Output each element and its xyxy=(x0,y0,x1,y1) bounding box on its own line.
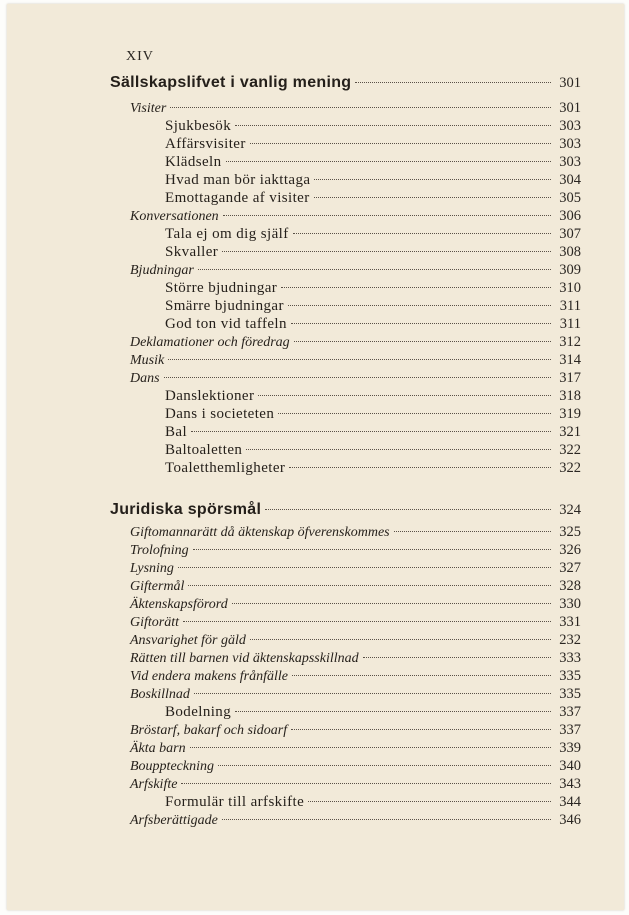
toc-entry-page-number: 333 xyxy=(559,650,581,666)
toc-entry-title: Giftermål xyxy=(130,579,185,594)
toc-entry-title: Bröstarf, bakarf och sidoarf xyxy=(130,723,288,738)
dot-leader xyxy=(183,621,551,622)
toc-entry-title: Toaletthemligheter xyxy=(165,460,286,476)
dot-leader xyxy=(181,783,551,784)
dot-leader xyxy=(235,711,551,712)
dot-leader xyxy=(190,747,551,748)
toc-entry-title: Äktenskapsförord xyxy=(130,597,228,612)
toc-entry-title: Vid endera makens frånfälle xyxy=(130,669,288,684)
section-heading-page-number: 301 xyxy=(559,75,581,91)
toc-entry-page-number: 340 xyxy=(559,758,581,774)
toc-entry-page-number: 319 xyxy=(559,406,581,422)
toc-entry-title: Rätten till barnen vid äktenskapsskillnad xyxy=(130,651,359,666)
toc-entry-page-number: 232 xyxy=(559,632,581,648)
toc-entry-title: Boskillnad xyxy=(130,687,190,702)
dot-leader xyxy=(226,161,551,162)
dot-leader xyxy=(394,531,551,532)
dot-leader xyxy=(291,323,551,324)
toc-entry xyxy=(7,226,624,244)
dot-leader xyxy=(250,639,551,640)
toc-entry xyxy=(7,280,624,298)
dot-leader xyxy=(188,585,551,586)
dot-leader xyxy=(281,287,551,288)
toc-entry xyxy=(7,406,624,424)
toc-entry-page-number: 337 xyxy=(559,704,581,720)
toc-entry xyxy=(7,316,624,334)
toc-entry-page-number: 314 xyxy=(559,352,581,368)
dot-leader xyxy=(308,801,551,802)
toc-entry-title: Emottagande af visiter xyxy=(165,190,310,206)
toc-entry xyxy=(7,172,624,190)
toc-entry xyxy=(7,208,624,226)
dot-leader xyxy=(246,449,551,450)
dot-leader xyxy=(235,125,551,126)
toc-entry-title: Affärsvisiter xyxy=(165,136,246,152)
toc-entry-page-number: 322 xyxy=(559,460,581,476)
dot-leader xyxy=(314,179,551,180)
toc-entry-page-number: 328 xyxy=(559,578,581,594)
dot-leader xyxy=(278,413,551,414)
toc-entry-page-number: 337 xyxy=(559,722,581,738)
toc-entry-title: Arfsberättigade xyxy=(130,813,218,828)
toc-entry xyxy=(7,794,624,812)
toc-entry-title: Tala ej om dig själf xyxy=(165,226,289,242)
toc-entry-title: Dans xyxy=(130,371,160,386)
toc-entry xyxy=(7,686,624,704)
toc-entry xyxy=(7,650,624,668)
toc-entry-title: God ton vid taffeln xyxy=(165,316,287,332)
toc-entry xyxy=(7,542,624,560)
toc-entry-title: Äkta barn xyxy=(130,741,186,756)
dot-leader xyxy=(198,269,551,270)
toc-entry-page-number: 308 xyxy=(559,244,581,260)
toc-entry-page-number: 306 xyxy=(559,208,581,224)
toc-entry xyxy=(7,154,624,172)
toc-entry xyxy=(7,524,624,542)
toc-entry xyxy=(7,370,624,388)
toc-entry-page-number: 326 xyxy=(559,542,581,558)
toc-entry-page-number: 330 xyxy=(559,596,581,612)
toc-entry-page-number: 343 xyxy=(559,776,581,792)
toc-entry xyxy=(7,298,624,316)
toc-entry-page-number: 303 xyxy=(559,136,581,152)
toc-entry-title: Bouppteckning xyxy=(130,759,214,774)
dot-leader xyxy=(291,729,551,730)
toc-entry-page-number: 317 xyxy=(559,370,581,386)
toc-entry xyxy=(7,244,624,262)
toc-entry-title: Danslektioner xyxy=(165,388,255,404)
section-heading xyxy=(7,501,624,519)
toc-entry-title: Konversationen xyxy=(130,209,219,224)
toc-entry-page-number: 344 xyxy=(559,794,581,810)
section-heading-title: Sällskapslifvet i vanlig mening xyxy=(110,74,352,91)
toc-entry xyxy=(7,388,624,406)
toc-entry-title: Bjudningar xyxy=(130,263,194,278)
toc-entry-page-number: 309 xyxy=(559,262,581,278)
toc-entry-page-number: 331 xyxy=(559,614,581,630)
toc-entry-title: Bal xyxy=(165,424,188,440)
dot-leader xyxy=(193,549,551,550)
toc-entry-title: Hvad man bör iakttaga xyxy=(165,172,311,188)
toc-entry xyxy=(7,460,624,478)
toc-entry-title: Baltoaletten xyxy=(165,442,243,458)
dot-leader xyxy=(168,359,551,360)
toc-entry-page-number: 321 xyxy=(559,424,581,440)
dot-leader xyxy=(223,215,551,216)
toc-entry-page-number: 310 xyxy=(559,280,581,296)
toc-entry-page-number: 311 xyxy=(559,298,581,314)
toc-entry-page-number: 303 xyxy=(559,118,581,134)
page-number: XIV xyxy=(126,49,154,64)
dot-leader xyxy=(289,467,551,468)
toc-entry-title: Formulär till arfskifte xyxy=(165,794,305,810)
dot-leader xyxy=(265,509,551,510)
dot-leader xyxy=(191,431,551,432)
toc-entry-page-number: 322 xyxy=(559,442,581,458)
toc-entry-title: Ansvarighet för gäld xyxy=(130,633,246,648)
toc-entry-title: Trolofning xyxy=(130,543,189,558)
toc-entry xyxy=(7,632,624,650)
toc-entry-page-number: 307 xyxy=(559,226,581,242)
dot-leader xyxy=(222,819,551,820)
toc-entry-page-number: 327 xyxy=(559,560,581,576)
toc-entry-title: Större bjudningar xyxy=(165,280,278,296)
toc-entry-page-number: 339 xyxy=(559,740,581,756)
dot-leader xyxy=(232,603,551,604)
toc-entry-title: Sjukbesök xyxy=(165,118,232,134)
toc-entry xyxy=(7,776,624,794)
toc-entry-page-number: 301 xyxy=(559,100,581,116)
toc-entry-title: Arfskifte xyxy=(130,777,178,792)
toc-entry-page-number: 303 xyxy=(559,154,581,170)
toc-entry xyxy=(7,560,624,578)
dot-leader xyxy=(314,197,551,198)
toc-entry xyxy=(7,442,624,460)
toc-entry-page-number: 311 xyxy=(559,316,581,332)
toc-entry xyxy=(7,596,624,614)
toc-entry xyxy=(7,812,624,830)
toc-entry-title: Giftorätt xyxy=(130,615,180,630)
toc-entry-title: Bodelning xyxy=(165,704,232,720)
toc-entry-title: Smärre bjudningar xyxy=(165,298,284,314)
toc-entry-title: Lysning xyxy=(130,561,174,576)
toc-entry xyxy=(7,614,624,632)
toc-entry xyxy=(7,334,624,352)
dot-leader xyxy=(293,233,551,234)
section-heading-page-number: 324 xyxy=(559,502,581,518)
toc-entry-title: Deklamationer och föredrag xyxy=(130,335,290,350)
section-heading xyxy=(7,74,624,92)
toc-entry xyxy=(7,118,624,136)
dot-leader xyxy=(355,82,551,83)
dot-leader xyxy=(363,657,551,658)
toc-entry-title: Musik xyxy=(130,353,165,368)
toc-entry-title: Klädseln xyxy=(165,154,222,170)
toc-entry-title: Visiter xyxy=(130,101,167,116)
toc-entry-page-number: 305 xyxy=(559,190,581,206)
dot-leader xyxy=(194,693,551,694)
toc-entry-page-number: 312 xyxy=(559,334,581,350)
dot-leader xyxy=(218,765,551,766)
dot-leader xyxy=(170,107,551,108)
toc-entry-page-number: 335 xyxy=(559,686,581,702)
dot-leader xyxy=(222,251,551,252)
dot-leader xyxy=(288,305,551,306)
toc-entry-page-number: 325 xyxy=(559,524,581,540)
toc-entry-page-number: 335 xyxy=(559,668,581,684)
dot-leader xyxy=(294,341,551,342)
toc-entry xyxy=(7,424,624,442)
toc-entry-page-number: 346 xyxy=(559,812,581,828)
toc-entry-page-number: 304 xyxy=(559,172,581,188)
toc-entry-page-number: 318 xyxy=(559,388,581,404)
toc-entry xyxy=(7,578,624,596)
toc-entry xyxy=(7,740,624,758)
toc-entry xyxy=(7,190,624,208)
dot-leader xyxy=(292,675,551,676)
toc-entry xyxy=(7,100,624,118)
toc-entry xyxy=(7,758,624,776)
section-heading-title: Juridiska spörsmål xyxy=(110,501,262,518)
dot-leader xyxy=(258,395,551,396)
toc-entry xyxy=(7,352,624,370)
toc-entry-title: Skvaller xyxy=(165,244,219,260)
book-page xyxy=(7,4,624,910)
toc-entry xyxy=(7,136,624,154)
dot-leader xyxy=(178,567,551,568)
toc-entry xyxy=(7,262,624,280)
toc-entry-title: Dans i societeten xyxy=(165,406,275,422)
toc-entry xyxy=(7,668,624,686)
dot-leader xyxy=(250,143,551,144)
toc-entry xyxy=(7,704,624,722)
toc-entry-title: Giftomannarätt då äktenskap öfverenskommes xyxy=(130,525,390,540)
toc-entry xyxy=(7,722,624,740)
dot-leader xyxy=(164,377,551,378)
